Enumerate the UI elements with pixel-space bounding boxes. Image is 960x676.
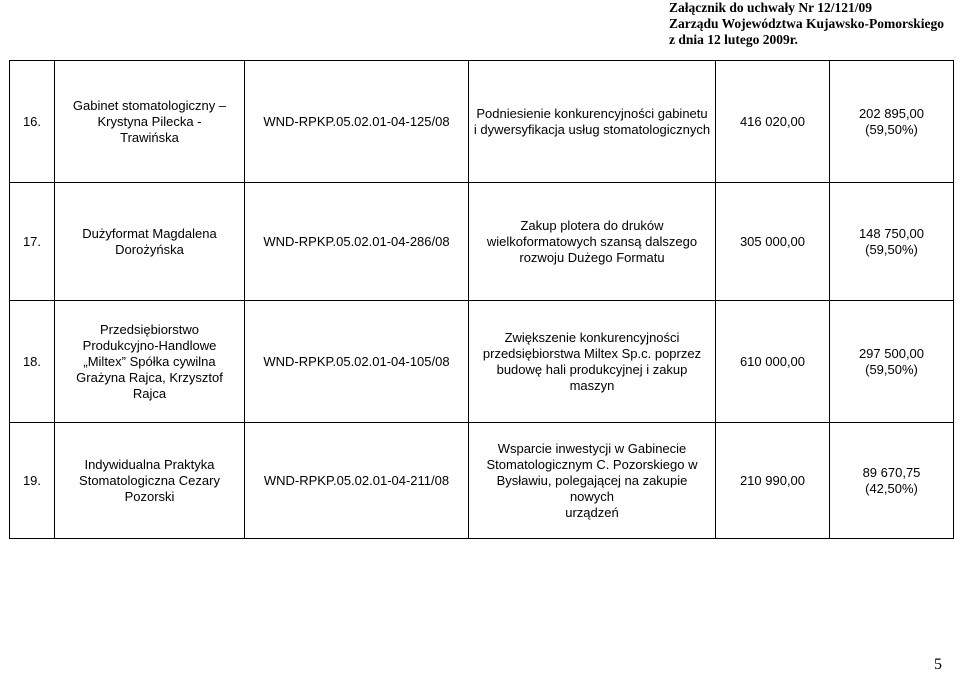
grant-amount: 202 895,00 bbox=[858, 105, 925, 121]
beneficiary-line: Krystyna Pilecka - bbox=[97, 113, 202, 129]
project-title-cell bbox=[469, 301, 716, 423]
project-title-line: Podniesienie konkurencyjności gabinetu bbox=[476, 105, 708, 121]
total-value: 210 990,00 bbox=[716, 423, 830, 539]
beneficiary-cell bbox=[55, 61, 245, 183]
grant-amount: 297 500,00 bbox=[858, 345, 925, 361]
header-line-2: Zarządu Województwa Kujawsko-Pomorskiego bbox=[669, 16, 944, 31]
beneficiary-line: Trawińska bbox=[120, 129, 179, 145]
project-title-cell bbox=[469, 61, 716, 183]
application-number: WND-RPKP.05.02.01-04-211/08 bbox=[245, 423, 469, 539]
project-title-line: i dywersyfikacja usług stomatologicznych bbox=[473, 121, 711, 137]
row-number: 16. bbox=[10, 61, 55, 183]
project-title-line: wielkoformatowych szansą dalszego bbox=[486, 233, 698, 249]
beneficiary-line: Indywidualna Praktyka bbox=[84, 456, 215, 472]
header-line-1: Załącznik do uchwały Nr 12/121/09 bbox=[669, 0, 873, 15]
beneficiary-line: Rajca bbox=[132, 385, 167, 401]
grants-table bbox=[9, 60, 954, 539]
project-title-cell bbox=[469, 183, 716, 301]
project-title-line: Wsparcie inwestycji w Gabinecie bbox=[497, 440, 687, 456]
grant-cell bbox=[830, 423, 954, 539]
resolution-header bbox=[669, 0, 944, 48]
grant-cell bbox=[830, 183, 954, 301]
grant-percent: (59,50%) bbox=[865, 361, 918, 377]
project-title-line: przedsiębiorstwa Miltex Sp.c. poprzez bbox=[482, 345, 702, 361]
total-value: 305 000,00 bbox=[716, 183, 830, 301]
project-title-line: rozwoju Dużego Formatu bbox=[519, 249, 665, 265]
project-title-line: Stomatologicznym C. Pozorskiego w bbox=[486, 456, 698, 472]
application-number: WND-RPKP.05.02.01-04-105/08 bbox=[245, 301, 469, 423]
beneficiary-line: Pozorski bbox=[124, 488, 175, 504]
grant-percent: (59,50%) bbox=[865, 121, 918, 137]
beneficiary-cell bbox=[55, 183, 245, 301]
project-title-line: Zakup plotera do druków bbox=[520, 217, 664, 233]
table-row bbox=[10, 301, 954, 423]
beneficiary-line: Dorożyńska bbox=[115, 241, 184, 257]
table-row bbox=[10, 183, 954, 301]
application-number: WND-RPKP.05.02.01-04-125/08 bbox=[245, 61, 469, 183]
beneficiary-line: Przedsiębiorstwo bbox=[100, 321, 199, 337]
grant-cell bbox=[830, 61, 954, 183]
grant-amount: 148 750,00 bbox=[858, 225, 925, 241]
grant-percent: (59,50%) bbox=[865, 241, 918, 257]
row-number: 18. bbox=[10, 301, 55, 423]
beneficiary-line: „Miltex” Spółka cywilna bbox=[83, 353, 216, 369]
application-number: WND-RPKP.05.02.01-04-286/08 bbox=[245, 183, 469, 301]
project-title-line: budowę hali produkcyjnej i zakup maszyn bbox=[496, 361, 688, 393]
header-line-3: z dnia 12 lutego 2009r. bbox=[669, 32, 798, 47]
grant-cell bbox=[830, 301, 954, 423]
table-row bbox=[10, 423, 954, 539]
beneficiary-line: Dużyformat Magdalena bbox=[82, 225, 217, 241]
beneficiary-line: Gabinet stomatologiczny – bbox=[72, 97, 227, 113]
grant-percent: (42,50%) bbox=[865, 480, 918, 496]
row-number: 19. bbox=[10, 423, 55, 539]
total-value: 610 000,00 bbox=[716, 301, 830, 423]
project-title-line: Zwiększenie konkurencyjności bbox=[504, 329, 680, 345]
table-row bbox=[10, 61, 954, 183]
total-value: 416 020,00 bbox=[716, 61, 830, 183]
beneficiary-cell bbox=[55, 301, 245, 423]
beneficiary-cell bbox=[55, 423, 245, 539]
grant-amount: 89 670,75 bbox=[862, 464, 921, 480]
project-title-line: Bysławiu, polegającej na zakupie nowych bbox=[496, 472, 688, 504]
beneficiary-line: Grażyna Rajca, Krzysztof bbox=[76, 369, 223, 385]
beneficiary-line: Produkcyjno-Handlowe bbox=[82, 337, 217, 353]
project-title-cell bbox=[469, 423, 716, 539]
row-number: 17. bbox=[10, 183, 55, 301]
beneficiary-line: Stomatologiczna Cezary bbox=[79, 472, 220, 488]
project-title-line: urządzeń bbox=[565, 504, 619, 520]
page-number: 5 bbox=[934, 656, 942, 673]
